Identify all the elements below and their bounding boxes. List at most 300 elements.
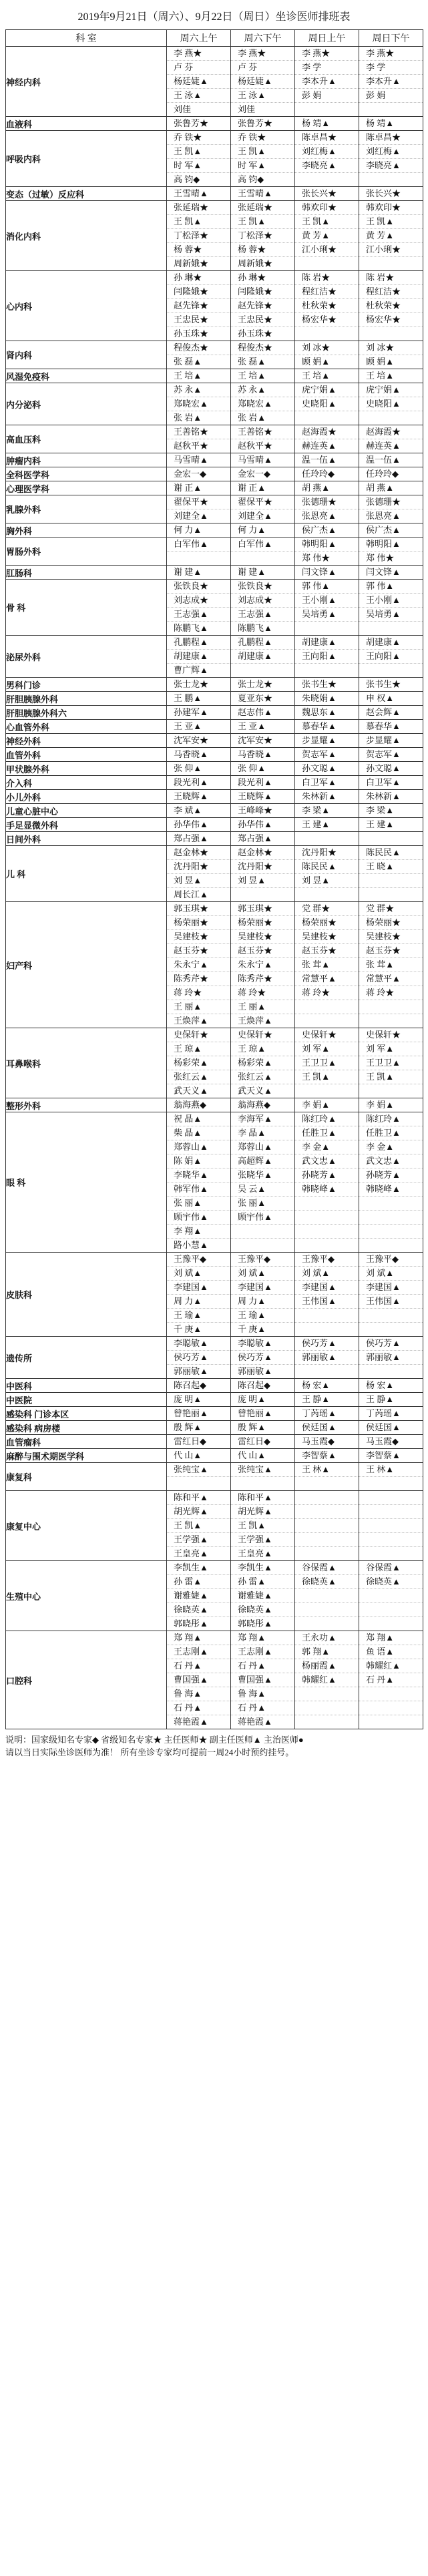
doctor-entry: 王 鹏▲	[174, 693, 202, 703]
slot-sat-am	[167, 580, 231, 636]
doctor-list	[359, 734, 423, 747]
doctor-entry: 王 林▲	[359, 1463, 423, 1477]
doctor-list	[231, 1463, 294, 1490]
slot-sat-pm	[231, 580, 295, 636]
doctor-entry: 王 凯▲	[167, 215, 230, 229]
doctor-entry	[231, 1225, 294, 1239]
doctor-entry	[359, 832, 423, 845]
doctor-entry	[295, 173, 359, 186]
doctor-list	[295, 453, 359, 467]
doctor-entry: 赵秋平★	[174, 441, 209, 451]
slot-sun-pm	[359, 1449, 423, 1463]
department-name: 骨 科	[6, 580, 167, 636]
doctor-entry: 张士龙★	[174, 679, 209, 689]
doctor-entry: 李建国▲	[231, 1281, 294, 1295]
doctor-entry: 王 晓▲	[359, 860, 423, 874]
doctor-entry: 王小刚▲	[295, 594, 359, 608]
doctor-list	[231, 1561, 294, 1631]
doctor-list	[295, 1407, 359, 1420]
doctor-list	[167, 538, 230, 565]
department-name: 感染科 门诊本区	[6, 1407, 167, 1421]
doctor-entry: 丁芮瑶▲	[302, 1408, 337, 1418]
doctor-entry: 刘 冰★	[295, 341, 359, 355]
doctor-list	[359, 117, 423, 130]
doctor-entry: 侯巧芳▲	[231, 1351, 294, 1365]
department-row	[6, 1112, 423, 1253]
slot-sat-am	[167, 692, 231, 706]
doctor-list	[359, 467, 423, 481]
doctor-entry: 石 丹▲	[231, 1701, 294, 1715]
slot-sun-pm	[359, 47, 423, 117]
slot-sat-am	[167, 636, 231, 678]
slot-sat-am	[167, 1407, 231, 1421]
doctor-list	[295, 1491, 359, 1560]
doctor-list	[231, 804, 294, 817]
slot-sun-am	[295, 706, 359, 720]
doctor-entry: 侯巧芳▲	[359, 1337, 423, 1351]
doctor-list	[359, 523, 423, 537]
doctor-entry: 郭丽敏▲	[295, 1351, 359, 1365]
doctor-entry: 王豫平◆	[295, 1253, 359, 1267]
doctor-list	[359, 1253, 423, 1336]
doctor-entry: 赵金林★	[231, 846, 294, 860]
doctor-entry: 沈丹阳★	[167, 860, 230, 874]
doctor-entry: 闫隆娥★	[167, 285, 230, 299]
doctor-entry: 武文忠▲	[359, 1154, 423, 1168]
doctor-entry: 常慧平▲	[295, 972, 359, 986]
doctor-entry: 王志刚▲	[231, 1645, 294, 1659]
slot-sun-pm	[359, 271, 423, 341]
doctor-list	[167, 425, 230, 453]
doctor-entry	[295, 327, 359, 341]
doctor-entry	[359, 1323, 423, 1336]
doctor-entry: 段光利▲	[174, 777, 208, 787]
doctor-entry: 王 凯▲	[231, 1519, 294, 1533]
slot-sun-am	[295, 117, 359, 131]
department-name: 心理医学科	[6, 481, 167, 495]
slot-sun-pm	[359, 1112, 423, 1253]
slot-sun-pm	[359, 734, 423, 748]
department-row	[6, 131, 423, 187]
doctor-entry: 杨荣丽★	[167, 916, 230, 930]
doctor-entry: 王 凯▲	[231, 145, 294, 159]
department-row	[6, 1463, 423, 1491]
doctor-entry: 程俊杰★	[167, 341, 230, 355]
doctor-entry: 杨廷婕▲	[231, 75, 294, 89]
doctor-entry	[359, 1519, 423, 1533]
department-name: 肾内科	[6, 341, 167, 369]
doctor-entry: 贺志军▲	[302, 749, 337, 759]
doctor-entry: 杨 宏▲	[302, 1380, 331, 1390]
doctor-entry: 马玉霞◆	[302, 1436, 335, 1446]
doctor-entry: 郭丽敏▲	[359, 1351, 423, 1365]
slot-sun-pm	[359, 117, 423, 131]
department-row	[6, 1561, 423, 1631]
slot-sun-am	[295, 467, 359, 481]
doctor-entry: 杨彩荣▲	[167, 1056, 230, 1070]
doctor-entry: 孙文聪▲	[366, 763, 401, 773]
slot-sat-pm	[231, 47, 295, 117]
doctor-entry: 闫隆娥★	[231, 285, 294, 299]
doctor-entry: 陈鹏飞▲	[238, 623, 272, 633]
doctor-list	[359, 566, 423, 579]
doctor-list	[231, 566, 294, 579]
doctor-list	[231, 1421, 294, 1434]
slot-sun-pm	[359, 580, 423, 636]
doctor-entry	[295, 1225, 359, 1239]
doctor-list	[231, 580, 294, 635]
slot-sat-pm	[231, 902, 295, 1028]
slot-sun-am	[295, 1098, 359, 1112]
doctor-list	[167, 1407, 230, 1420]
doctor-entry: 杨 靖▲	[366, 118, 395, 128]
department-name: 神经外科	[6, 734, 167, 748]
doctor-entry: 陈 娟▲	[167, 1154, 230, 1168]
doctor-entry: 雷红日◆	[174, 1436, 206, 1446]
slot-sat-pm	[231, 425, 295, 453]
doctor-entry	[295, 1533, 359, 1547]
department-name: 儿童心脏中心	[6, 804, 167, 818]
doctor-entry: 史保轩★	[231, 1028, 294, 1042]
doctor-entry: 马香晓▲	[174, 749, 208, 759]
doctor-entry: 朱林新▲	[302, 791, 337, 801]
department-name: 眼 科	[6, 1112, 167, 1253]
doctor-entry	[359, 1505, 423, 1519]
doctor-entry: 侯广杰▲	[366, 525, 401, 535]
department-name: 风湿免疫科	[6, 369, 167, 383]
doctor-entry: 张 丽▲	[167, 1197, 230, 1211]
doctor-entry: 王豫平◆	[167, 1253, 230, 1267]
header-row	[6, 30, 423, 47]
doctor-entry: 孔鹏程▲	[231, 636, 294, 650]
doctor-entry: 陈卓昌★	[359, 131, 423, 145]
doctor-entry: 刘 昱▲	[231, 874, 294, 888]
department-name: 康复中心	[6, 1491, 167, 1561]
doctor-entry: 孙晓芳▲	[359, 1168, 423, 1183]
doctor-entry	[231, 552, 294, 565]
doctor-entry: 赵海霞★	[359, 425, 423, 439]
doctor-entry: 赵玉芬★	[231, 944, 294, 958]
slot-sun-am	[295, 187, 359, 201]
doctor-entry: 顾 娟▲	[302, 357, 331, 367]
doctor-entry: 谢雅婕▲	[231, 1589, 294, 1603]
doctor-list	[295, 580, 359, 635]
department-row	[6, 566, 423, 580]
slot-sat-pm	[231, 1631, 295, 1729]
department-row	[6, 1449, 423, 1463]
doctor-entry: 马香晓▲	[238, 749, 272, 759]
header-sun-am: 周日上午	[295, 30, 359, 47]
doctor-entry: 王卫卫▲	[295, 1056, 359, 1070]
doctor-entry: 蒋 玲★	[295, 986, 359, 1000]
doctor-list	[231, 187, 294, 200]
doctor-list	[231, 47, 294, 116]
department-row	[6, 636, 423, 678]
doctor-list	[295, 201, 359, 270]
doctor-entry	[359, 1014, 423, 1028]
header-sun-pm: 周日下午	[359, 30, 423, 47]
doctor-entry: 陈 岩★	[359, 271, 423, 285]
department-name: 遗传所	[6, 1337, 167, 1379]
doctor-entry: 金宏一◆	[238, 469, 270, 479]
department-row	[6, 1379, 423, 1393]
doctor-list	[167, 1631, 230, 1729]
doctor-entry: 郭晓彤▲	[174, 1619, 208, 1629]
doctor-entry	[295, 1211, 359, 1225]
doctor-list	[231, 748, 294, 761]
doctor-list	[295, 47, 359, 116]
doctor-list	[295, 790, 359, 803]
slot-sat-am	[167, 1028, 231, 1098]
slot-sat-pm	[231, 692, 295, 706]
doctor-list	[167, 580, 230, 635]
doctor-entry	[359, 1197, 423, 1211]
doctor-entry: 魏思东▲	[302, 707, 337, 717]
doctor-list	[167, 720, 230, 733]
slot-sat-pm	[231, 523, 295, 538]
slot-sun-am	[295, 1379, 359, 1393]
doctor-entry: 谢 建▲	[238, 567, 266, 577]
doctor-entry: 刘志成★	[167, 594, 230, 608]
doctor-entry	[295, 1084, 359, 1098]
doctor-entry	[359, 1589, 423, 1603]
doctor-entry: 孙华伟▲	[238, 819, 272, 829]
doctor-entry	[295, 1715, 359, 1729]
doctor-list	[231, 1407, 294, 1420]
doctor-list	[295, 341, 359, 369]
slot-sat-pm	[231, 846, 295, 902]
slot-sat-am	[167, 1631, 231, 1729]
doctor-entry: 王 静▲	[302, 1394, 331, 1404]
slot-sun-pm	[359, 636, 423, 678]
doctor-entry: 彭 娟	[359, 89, 423, 103]
doctor-list	[295, 1379, 359, 1392]
doctor-entry: 张 茸▲	[359, 958, 423, 972]
doctor-entry: 王学强▲	[167, 1533, 230, 1547]
doctor-entry: 温一伍▲	[302, 455, 337, 465]
doctor-entry: 陈民民▲	[295, 860, 359, 874]
slot-sat-am	[167, 818, 231, 832]
department-name: 耳鼻喉科	[6, 1028, 167, 1098]
doctor-entry: 杨荣丽★	[359, 916, 423, 930]
slot-sat-pm	[231, 1421, 295, 1435]
doctor-list	[295, 1393, 359, 1406]
doctor-entry: 王晓辉▲	[238, 791, 272, 801]
doctor-entry: 祝 晶▲	[167, 1112, 230, 1126]
doctor-entry: 侯广杰▲	[302, 525, 337, 535]
doctor-entry: 张 丽▲	[231, 1197, 294, 1211]
doctor-entry	[295, 1365, 359, 1378]
doctor-list	[231, 117, 294, 130]
doctor-entry: 黄 芳▲	[295, 229, 359, 243]
slot-sun-pm	[359, 131, 423, 187]
doctor-entry: 申 权▲	[366, 693, 395, 703]
doctor-list	[359, 1393, 423, 1406]
slot-sun-am	[295, 1393, 359, 1407]
schedule-sheet	[5, 5, 423, 1759]
doctor-entry: 王志强▲	[167, 608, 230, 622]
doctor-entry: 虎宁娟▲	[295, 383, 359, 397]
notes	[5, 1733, 423, 1759]
slot-sat-pm	[231, 383, 295, 425]
doctor-entry: 程红洁★	[359, 285, 423, 299]
doctor-entry	[231, 664, 294, 677]
doctor-entry: 王 丽▲	[231, 1000, 294, 1014]
department-name: 血管外科	[6, 748, 167, 762]
slot-sun-am	[295, 131, 359, 187]
doctor-list	[167, 762, 230, 775]
doctor-list	[167, 117, 230, 130]
slot-sun-pm	[359, 1379, 423, 1393]
doctor-list	[167, 201, 230, 270]
doctor-entry: 曹国强▲	[231, 1673, 294, 1687]
doctor-entry: 程红洁★	[295, 285, 359, 299]
doctor-list	[359, 1463, 423, 1490]
doctor-list	[359, 481, 423, 495]
doctor-entry: 王 培▲	[302, 371, 331, 381]
doctor-entry: 韩耀红▲	[359, 1659, 423, 1673]
doctor-entry: 张纯宝▲	[167, 1463, 230, 1477]
doctor-entry: 郑晓宏▲	[231, 397, 294, 411]
doctor-entry: 白卫军▲	[302, 777, 337, 787]
doctor-entry: 马雪晴▲	[174, 455, 208, 465]
slot-sun-pm	[359, 1028, 423, 1098]
doctor-list	[359, 832, 423, 845]
doctor-entry	[295, 1477, 359, 1490]
doctor-list	[231, 131, 294, 186]
doctor-entry: 金宏一◆	[174, 469, 206, 479]
slot-sun-pm	[359, 1098, 423, 1112]
department-row	[6, 804, 423, 818]
doctor-entry: 时 军▲	[231, 159, 294, 173]
doctor-entry: 王善铭★	[231, 425, 294, 439]
doctor-entry: 郭 伟▲	[295, 580, 359, 594]
doctor-list	[167, 566, 230, 579]
slot-sat-am	[167, 1253, 231, 1337]
slot-sun-am	[295, 1435, 359, 1449]
slot-sun-am	[295, 425, 359, 453]
slot-sat-pm	[231, 566, 295, 580]
slot-sat-pm	[231, 818, 295, 832]
slot-sun-pm	[359, 453, 423, 467]
slot-sat-am	[167, 790, 231, 804]
doctor-entry: 孙晓芳▲	[295, 1168, 359, 1183]
doctor-list	[359, 425, 423, 453]
doctor-list	[231, 762, 294, 775]
department-name: 呼吸内科	[6, 131, 167, 187]
doctor-entry	[359, 1000, 423, 1014]
doctor-entry: 马雪晴▲	[238, 455, 272, 465]
doctor-entry: 沈丹阳★	[231, 860, 294, 874]
doctor-entry: 徐晓英▲	[231, 1603, 294, 1617]
doctor-entry: 张延瑞★	[231, 201, 294, 215]
slot-sun-pm	[359, 425, 423, 453]
doctor-entry: 殷 辉▲	[174, 1422, 202, 1432]
doctor-list	[167, 187, 230, 200]
doctor-entry: 丁芮瑶▲	[366, 1408, 401, 1418]
doctor-list	[231, 790, 294, 803]
doctor-entry: 郑占强▲	[174, 833, 208, 843]
doctor-entry: 朱晓娟▲	[302, 693, 337, 703]
doctor-list	[167, 846, 230, 901]
doctor-entry: 闫文锋▲	[366, 567, 401, 577]
doctor-entry: 刘佳	[174, 104, 192, 114]
doctor-entry: 王峰峰★	[238, 805, 273, 815]
department-name: 手足显微外科	[6, 818, 167, 832]
doctor-entry: 彭 娟	[295, 89, 359, 103]
doctor-list	[359, 762, 423, 775]
doctor-list	[359, 201, 423, 270]
slot-sat-pm	[231, 1253, 295, 1337]
doctor-list	[231, 720, 294, 733]
slot-sun-am	[295, 369, 359, 383]
doctor-entry: 顾宇伟▲	[167, 1211, 230, 1225]
slot-sat-am	[167, 720, 231, 734]
doctor-list	[167, 1421, 230, 1434]
doctor-entry: 陈鹏飞▲	[174, 623, 208, 633]
doctor-list	[359, 1491, 423, 1560]
doctor-entry: 王伟国▲	[295, 1295, 359, 1309]
booking-note: 请以当日实际坐诊医师为准！ 所有坐诊专家均可提前一周24小时预约挂号。	[5, 1747, 294, 1757]
doctor-entry: 郑 翔▲	[231, 1631, 294, 1645]
doctor-entry: 吴建枝★	[167, 930, 230, 944]
doctor-entry: 王 瑜▲	[167, 1309, 230, 1323]
doctor-entry: 翁海燕◆	[174, 1100, 206, 1110]
doctor-list	[167, 818, 230, 831]
department-row	[6, 369, 423, 383]
department-name: 肝胆胰腺外科	[6, 692, 167, 706]
doctor-entry: 王向阳▲	[295, 650, 359, 664]
doctor-entry: 王 丽▲	[167, 1000, 230, 1014]
doctor-entry: 侯巧芳▲	[167, 1351, 230, 1365]
department-row	[6, 453, 423, 467]
doctor-list	[167, 453, 230, 467]
doctor-entry: 杜秋荣★	[295, 299, 359, 313]
slot-sun-am	[295, 1421, 359, 1435]
slot-sat-am	[167, 1112, 231, 1253]
doctor-list	[231, 453, 294, 467]
doctor-entry	[295, 1589, 359, 1603]
doctor-list	[359, 678, 423, 691]
doctor-entry: 何 力▲	[238, 525, 266, 535]
slot-sun-pm	[359, 1407, 423, 1421]
doctor-entry: 刘 斌▲	[359, 1267, 423, 1281]
doctor-entry: 党 群★	[359, 902, 423, 916]
doctor-entry: 鲁 海▲	[167, 1687, 230, 1701]
slot-sat-am	[167, 187, 231, 201]
doctor-entry	[231, 1477, 294, 1490]
doctor-entry: 王焕萍▲	[238, 1016, 272, 1026]
doctor-list	[231, 692, 294, 705]
slot-sat-am	[167, 776, 231, 790]
slot-sun-am	[295, 790, 359, 804]
slot-sun-pm	[359, 495, 423, 523]
doctor-entry: 吴建枝★	[295, 930, 359, 944]
slot-sat-pm	[231, 467, 295, 481]
doctor-entry: 李 学	[359, 61, 423, 75]
doctor-entry: 朱林新▲	[366, 791, 401, 801]
doctor-entry: 赵志伟▲	[238, 707, 272, 717]
doctor-entry: 张铁良★	[167, 580, 230, 594]
doctor-entry	[295, 664, 359, 677]
doctor-list	[231, 1449, 294, 1462]
doctor-entry: 石 丹▲	[359, 1673, 423, 1687]
doctor-entry: 张铁良★	[231, 580, 294, 594]
doctor-entry: 王 建▲	[366, 819, 395, 829]
doctor-entry: 韩欢印★	[359, 201, 423, 215]
doctor-entry: 曾艳丽▲	[174, 1408, 208, 1418]
doctor-list	[359, 341, 423, 369]
